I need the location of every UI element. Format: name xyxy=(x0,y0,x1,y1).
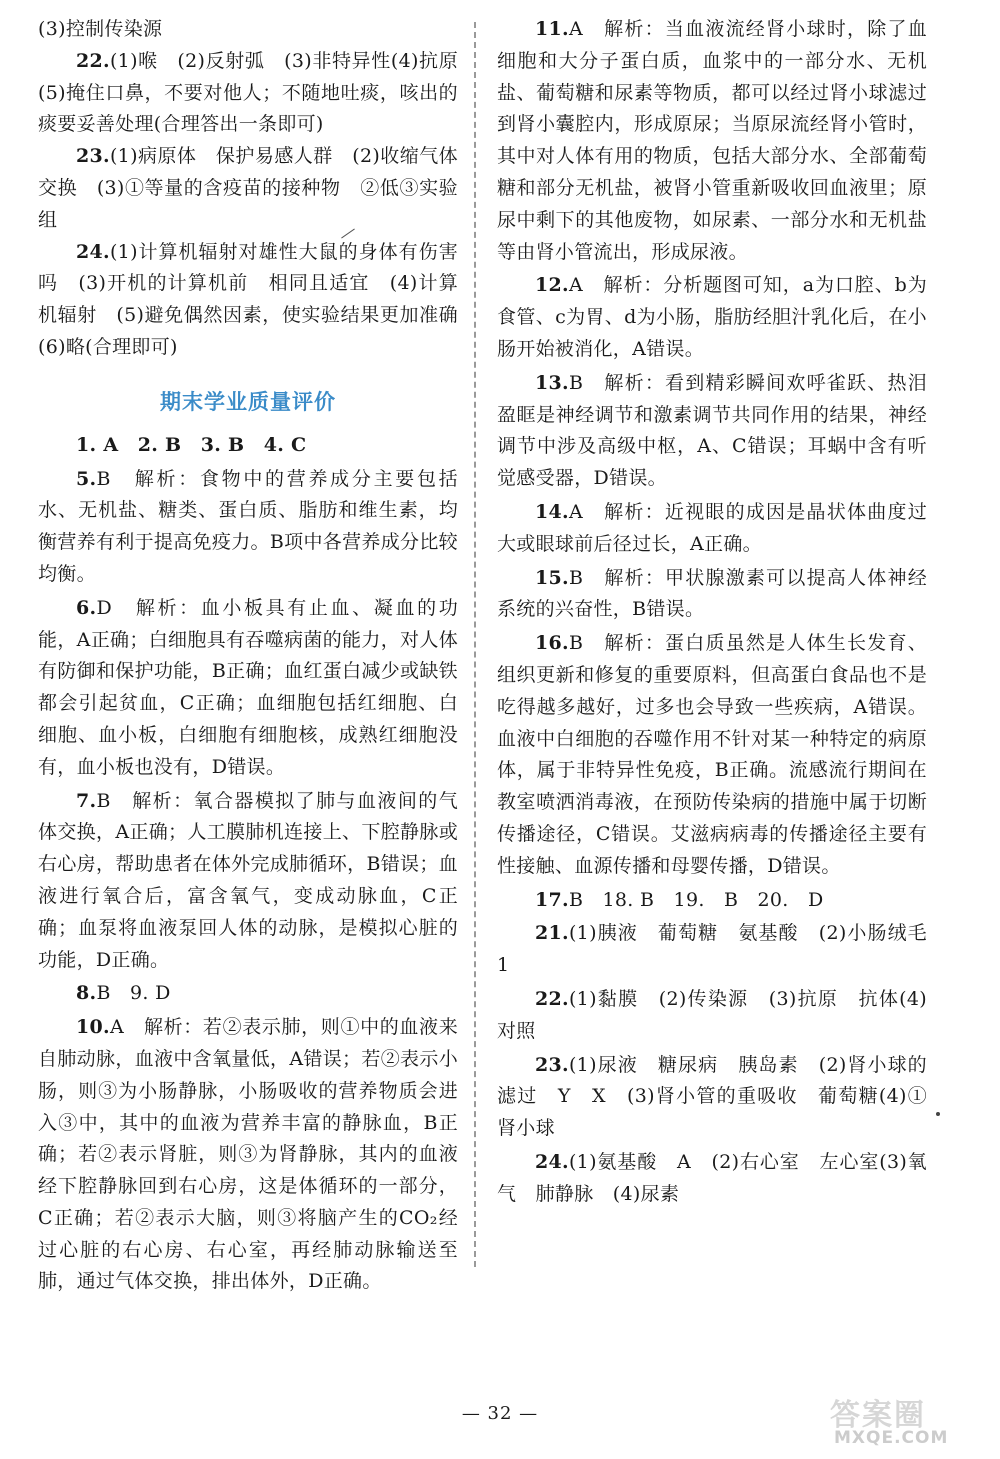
answer-14: 14.A 解析：近视眼的成因是晶状体曲度过大或眼球前后径过长，A正确。 xyxy=(497,500,927,555)
right-column xyxy=(497,14,947,1210)
column-divider xyxy=(474,22,476,1267)
page-number: — 32 — xyxy=(461,1403,539,1424)
answer-8-9: 8.B 9. D xyxy=(76,982,171,1005)
answer-13: 13.B 解析：看到精彩瞬间欢呼雀跃、热泪盈眶是神经调节和激素调节共同作用的结果，神经调节中涉及高级中枢，A、C错误；耳蜗中含有听觉感受器，D错误。 xyxy=(497,371,927,490)
answer-24: 24.(1)计算机辐射对雄性大鼠的身体有伤害吗 (3)开机的计算机前 相同且适宜 (4)计算机辐射 (5)避免偶然因素，使实验结果更加准确(6)略(合理即可) xyxy=(38,240,458,358)
answer-10: 10.A 解析：若②表示肺，则①中的血液来自肺动脉，血液中含氧量低，A错误；若②表示小肠，则③为小肠静脉，小肠吸收的营养物质会进入③中，其中的血液为营养丰富的静脉血，B正确；若②表示肾脏，则③为肾静脉，其内的血液经下腔静脉回到右心房，这是体循环的一部分，C正确；若②表示大脑，则③将脑产生的CO₂经过心脏的右心房、右心室，再经肺动脉输送至肺，通过气体交换，排出体外，D正确。 xyxy=(38,1016,458,1293)
watermark-logo: 答案圈 xyxy=(830,1398,926,1433)
answer-22-right: 22.(1)黏膜 (2)传染源 (3)抗原 抗体(4)对照 xyxy=(497,987,927,1042)
left-column xyxy=(38,14,478,1298)
answer-24-right: 24.(1)氨基酸 A (2)右心室 左心室(3)氧气 肺静脉 (4)尿素 xyxy=(497,1150,927,1205)
answer-6: 6.D 解析：血小板具有止血、凝血的功能，A正确；白细胞具有吞噬病菌的能力，对人体有防御和保护功能，B正确；血红蛋白减少或缺铁都会引起贫血，C正确；血细胞包括红细胞、白细胞、血小板，白细胞有细胞核，成熟红细胞没有，血小板也没有，D错误。 xyxy=(38,596,458,778)
answer-16: 16.B 解析：蛋白质虽然是人体生长发育、组织更新和修复的重要原料，但高蛋白食品也不是吃得越多越好，过多也会导致一些疾病，A错误。血液中白细胞的吞噬作用不针对某一种特定的病原体，属于非特异性免疫，B正确。流感流行期间在教室喷洒消毒液，在预防传染病的措施中属于切断传播途径，C错误。艾滋病病毒的传播途径主要有性接触、血源传播和母婴传播，D错误。 xyxy=(497,632,927,877)
answer-22: 22.(1)喉 (2)反射弧 (3)非特异性(4)抗原 (5)掩住口鼻，不要对他人；不随地吐痰，咳出的痰要妥善处理(合理答出一条即可) xyxy=(38,49,478,136)
answer-1-4: 1. A 2. B 3. B 4. C xyxy=(76,433,307,456)
answer-15: 15.B 解析：甲状腺激素可以提高人体神经系统的兴奋性，B错误。 xyxy=(497,566,927,621)
answer-11: 11.A 解析：当血液流经肾小球时，除了血细胞和大分子蛋白质，血浆中的一部分水、无机盐、葡萄糖和尿素等物质，都可以经过肾小球滤过到肾小囊腔内，形成原尿；当原尿流经肾小管时，其中对人体有用的物质，包括大部分水、全部葡萄糖和部分无机盐，被肾小管重新吸收回血液里；原尿中剩下的其他废物，如尿素、一部分水和无机盐等由肾小管流出，形成尿液。 xyxy=(497,18,927,263)
answer-21: 21.(1)胰液 葡萄糖 氨基酸 (2)小肠绒毛 1 xyxy=(497,922,947,977)
answer-5: 5.B 解析：食物中的营养成分主要包括水、无机盐、糖类、蛋白质、脂肪和维生素，均衡营养有利于提高免疫力。B项中各营养成分比较均衡。 xyxy=(38,467,458,585)
answer-17-20: 17.B 18. B 19. B 20. D xyxy=(535,888,824,911)
watermark xyxy=(830,1390,990,1452)
section-title: 期末学业质量评价 xyxy=(160,389,336,414)
answer-line: (3)控制传染源 xyxy=(38,18,163,40)
answer-23: 23.(1)病原体 保护易感人群 (2)收缩气体交换 (3)①等量的含疫苗的接种物 ②低③实验组 xyxy=(38,145,458,231)
answer-12: 12.A 解析：分析题图可知，a为口腔、b为食管、c为胃、d为小肠，脂肪经胆汁乳化后，在小肠开始被消化，A错误。 xyxy=(497,274,927,360)
watermark-url: MXQE.COM xyxy=(834,1428,949,1448)
answer-23-right: 23.(1)尿液 糖尿病 胰岛素 (2)肾小球的滤过 Y X (3)肾小管的重吸收 葡萄糖(4)① 肾小球 xyxy=(497,1053,947,1140)
stray-dot xyxy=(936,1112,940,1116)
answer-7: 7.B 解析：氧合器模拟了肺与血液间的气体交换，A正确；人工膜肺机连接上、下腔静脉或右心房，帮助患者在体外完成肺循环，B错误；血液进行氧合后，富含氧气，变成动脉血，C正确；血泵将血液泵回人体的动脉，是模拟心脏的功能，D正确。 xyxy=(38,789,458,971)
